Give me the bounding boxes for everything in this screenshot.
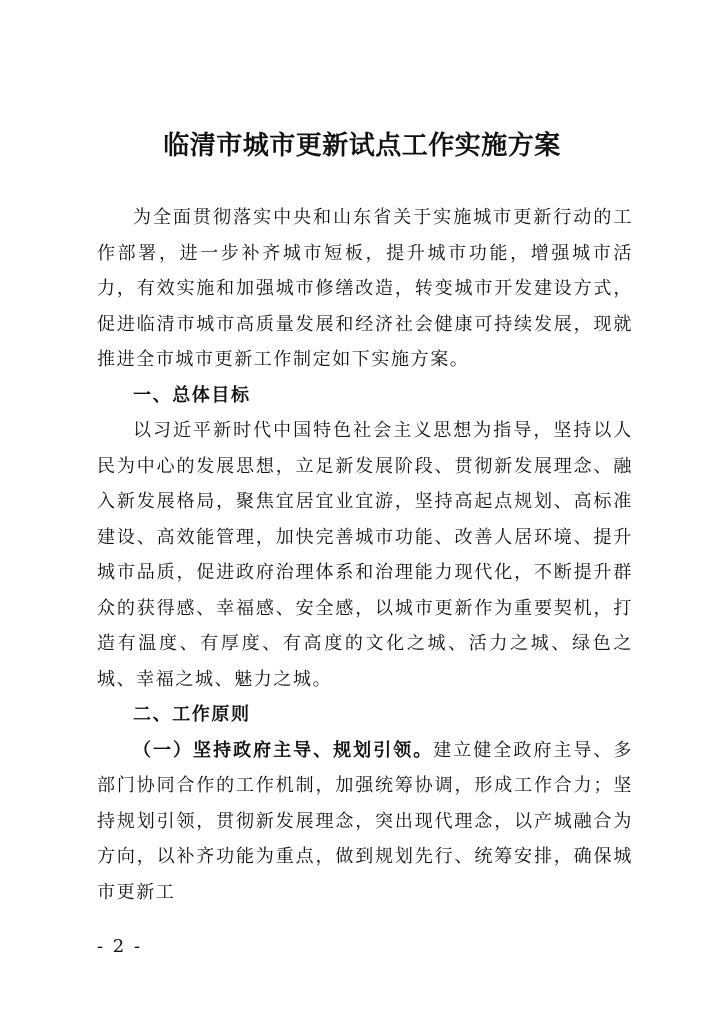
document-body — [97, 200, 633, 910]
principle-1-paragraph — [97, 733, 633, 911]
page-number: - 2 - — [97, 936, 143, 957]
overall-goals-paragraph: 以习近平新时代中国特色社会主义思想为指导，坚持以人民为中心的发展思想，立足新发展阶段、贯彻新发展理念、融入新发展格局，聚焦宜居宜业宜游，坚持高起点规划、高标准建设、高效能管理，加快完善城市功能、改善人居环境、提升城市品质，促进政府治理体系和治理能力现代化，不断提升群众的获得感、幸福感、安全感，以城市更新作为重要契机，打造有温度、有厚度、有高度的文化之城、活力之城、绿色之城、幸福之城、魅力之城。 — [97, 420, 633, 690]
document-title: 临清市城市更新试点工作实施方案 — [163, 131, 561, 161]
section-heading-overall-goals: 一、总体目标 — [133, 384, 251, 406]
principle-1-text: 建立健全政府主导、多部门协同合作的工作机制，加强统筹协调，形成工作合力；坚持规划引领，贯彻新发展理念，突出现代理念，以产城融合为方向，以补齐功能为重点，做到规划先行、统筹安排，确保城市更新工 — [97, 739, 633, 903]
section-heading-work-principles: 二、工作原则 — [133, 704, 251, 725]
principle-1-heading: （一）坚持政府主导、规划引领。 — [133, 739, 434, 761]
intro-paragraph: 为全面贯彻落实中央和山东省关于实施城市更新行动的工作部署，进一步补齐城市短板，提升城市功能，增强城市活力，有效实施和加强城市修缮改造，转变城市开发建设方式，促进临清市城市高质量发展和经济社会健康可持续发展，现就推进全市城市更新工作制定如下实施方案。 — [97, 207, 633, 370]
